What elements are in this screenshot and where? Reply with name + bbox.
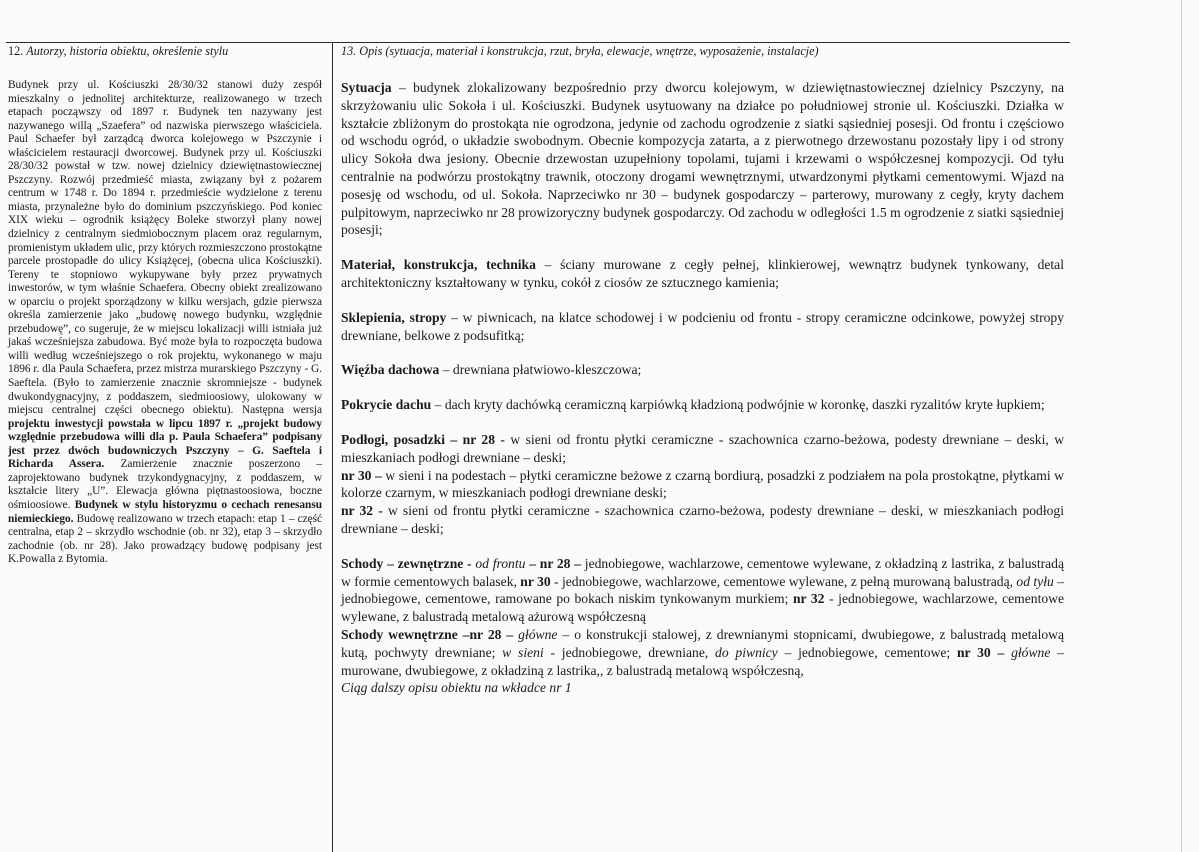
stairs-inner-text-4: – murowane, dwubiegowe, z okładziną z lastrika,, z balustradą metalową współczesną, bbox=[341, 644, 1064, 678]
section-12-number: 12. bbox=[8, 44, 24, 58]
stairs-outer-text-3: – jednobiegowe, cementowe, ramowane po bokach niskim tynkowanym murkiem; bbox=[341, 573, 1064, 607]
history-text: Budynek przy ul. Kościuszki 28/30/32 stanowi duży zespół mieszkalny o jednolitej architekturze, realizowanego w trzech etapach począwszy od 1897 r. Budynek ten nazywany jest nazywanego willą „Szaefera” od nazwiska pierwszego właściciela. Paul Schaefer był zarządcą dworca kolejowego w Pszczynie i właścicielem restauracji dworcowej. Budynek przy ul. Kościuszki 28/30/32 powstał w tzw. nowej dzielnicy dziewiętnastowiecznej Pszczyny. Rozwój przedmieść miasta, związany był z pożarem centrum w 1748 r. Do 1894 r. przedmieście wydzielone z terenu miasta, przynależne było do dominium pszczyńskiego. Pod koniec XIX wieku – ogrodnik książęcy Boleke stworzył plany nowej dzielnicy z centralnym siedmiobocznym placem oraz regularnym, promienistym układem ulic, przy których rozmieszczono prostokątne parcele prostopadłe do ulicy Książęcej, (obecna ulica Kościuszki). Tereny te stopniowo wykupywane były przez prywatnych inwestorów, w tym właśnie Schaefera. Obecny obiekt zrealizowano w oparciu o projekt sporządzony w kilku wersjach, gdzie pierwsza określa zamierzenie jako „budowę nowego budynku, względnie przebudowę”, co sugeruje, że w miejscu lokalizacji willi istniała już jakaś wcześniejsza zabudowa. Być może była to rozpoczęta budowa willi według wcześniejszego o rok projektu, wykonanego w maju 1896 r. dla Paula Schaefera, przez mistrza murarskiego Pszczyny - G. Saeftela. (Było to zamierzenie znacznie skromniejsze - budynek dwukondygnacyjny, z poddaszem, siedmioosiowy, ulokowany w miejscu centralnej części obecnego obiektu). Następna wersja bbox=[8, 79, 322, 417]
section-13-number: 13. bbox=[341, 44, 357, 58]
page-edge bbox=[1181, 0, 1182, 852]
roof-truss-label: Więźba dachowa bbox=[341, 362, 440, 378]
stairs-outer-text-1: jednobiegowe, wachlarzowe, cementowe wylewane, z okładziną z lastrika, z balustradą w formie cementowych balasek, bbox=[341, 555, 1064, 589]
floors-text-32: w sieni od frontu płytki ceramiczne - szachownica czarno-beżowa, podesty drewniane – deski, w mieszkaniach podłogi drewniane – deski; bbox=[341, 503, 1065, 536]
stairs-outer-text-4: - jednobiegowe, wachlarzowe, cementowe wylewane, z balustradą metalową ażurową współczesną bbox=[341, 591, 1064, 625]
header-rule bbox=[6, 42, 1070, 43]
stairs-front-label: od frontu bbox=[475, 555, 526, 571]
column-divider bbox=[332, 42, 333, 852]
stairs-inner-label: Schody wewnętrzne –nr 28 – bbox=[341, 626, 514, 642]
roofing-section bbox=[341, 396, 1064, 414]
history-column bbox=[8, 79, 322, 567]
roof-truss-section bbox=[341, 361, 1064, 379]
vaults-section bbox=[341, 309, 1064, 345]
material-section bbox=[341, 256, 1064, 292]
vaults-text: – w piwnicach, na klatce schodowej i w podcieniu od frontu - stropy ceramiczne odcinkowe, powyżej stropy drewniane, belkowe z podsufitką; bbox=[341, 309, 1064, 343]
floors-label: Podłogi, posadzki – nr 28 - bbox=[341, 431, 505, 447]
situation-section bbox=[341, 79, 1064, 239]
stairs-main-label: główne bbox=[518, 626, 558, 642]
stairs-inner-text-2: jednobiegowe, drewniane, bbox=[555, 644, 716, 660]
stairs-outer-text-2: - jednobiegowe, wachlarzowe, cementowe wylewane, z pełną murowaną balustradą, bbox=[550, 573, 1017, 589]
section-13-heading bbox=[341, 44, 819, 58]
stairs-nr30-label: nr 30 bbox=[520, 573, 551, 589]
roofing-text: – dach kryty dachówką ceramiczną karpiówką kładzioną podwójnie w koronkę, daszki ryzalitów kryte łupkiem; bbox=[431, 397, 1045, 413]
section-13-title: Opis (sytuacja, materiał i konstrukcja, rzut, bryła, elewacje, wnętrze, wyposażenie, instalacje) bbox=[359, 44, 819, 58]
stairs-main2-label: główne bbox=[1011, 644, 1051, 660]
section-12-title: Autorzy, historia obiektu, określenie stylu bbox=[26, 44, 229, 58]
stairs-inner-text-3: jednobiegowe, cementowe; bbox=[791, 644, 957, 660]
stairs-inner-section bbox=[341, 626, 1064, 679]
floors-30-label: nr 30 – bbox=[341, 467, 382, 483]
history-paragraph bbox=[8, 79, 322, 567]
floors-text-30: w sieni i na podestach – płytki ceramiczne beżowe z czarną bordiurą, posadzki z podziałem na pola prostokątne, płytkami w kolorze czarnym, w mieszkaniach podłogi drewniane deski; bbox=[341, 467, 1064, 501]
history-bold-style: Budynek w stylu historyzmu o cechach renesansu niemieckiego. bbox=[8, 498, 322, 525]
stairs-outer-section bbox=[341, 555, 1064, 626]
history-text-cont: Zamierzenie znacznie poszerzono – zaprojektowano budynek trzykondygnacyjny, z poddaszem, w kształcie litery „U”. Elewacja główna piętnastoosiowa, boczne ośmioosiowe. bbox=[8, 458, 322, 511]
situation-label: Sytuacja bbox=[341, 80, 392, 95]
stairs-back-label: od tyłu bbox=[1016, 573, 1054, 589]
floors-32-label: nr 32 - bbox=[341, 503, 383, 519]
floors-text-28: w sieni od frontu płytki ceramiczne - szachownica czarno-beżowa, podesty drewniane – deski, w mieszkaniach podłogi drewniane – deski; bbox=[341, 431, 1065, 465]
situation-text: – budynek zlokalizowany bezpośrednio przy dworcu kolejowym, w dziewiętnastowiecznej dzielnicy Pszczyny, na skrzyżowaniu ulic Sokoła i ul. Kościuszki. Budynek usytuowany na działce po południowej stronie ul. Kościuszki. Działka w kształcie zbliżonym do prostokąta nie ogrodzona, jedynie od zachodu ogrodzenie z siatki sąsiedniej posesji. Od frontu i częściowo od wschodu ogród, o układzie swobodnym. Obecnie kompozycja zatarta, a z pierwotnego drzewostanu pozostały lipy i od strony ulicy Sokoła dwa jesiony. Obecnie drzewostan uzupełniony topolami, tujami i krzewami o współczesnej kompozycji. Od tyłu centralnie na podwórzu prostokątny trawnik, otoczony drogami wewnętrznymi, utwardzonymi płytkami cementowymi. Wjazd na posesję od wschodu, od ul. Sokoła. Naprzeciwko nr 30 – budynek gospodarczy – parterowy, murowany z cegły, kryty dachem pulpitowym, naprzeciwko nr 28 prowizoryczny budynek gospodarczy. Od zachodu w odległości 1.5 m ogrodzenie z siatki sąsiedniej posesji; bbox=[341, 80, 1064, 238]
stairs-inner-text-1: – o konstrukcji stalowej, z drewnianymi stopnicami, dwubiegowe, z balustradą metalową kutą, pochwyty drewniane; bbox=[341, 626, 1065, 660]
stairs-nr28-label: – nr 28 – bbox=[529, 555, 582, 571]
floors-section bbox=[341, 431, 1064, 467]
section-12-heading bbox=[8, 44, 228, 58]
floors-32 bbox=[341, 502, 1064, 538]
continued-text: Ciąg dalszy opisu obiektu na wkładce nr 1 bbox=[341, 680, 572, 696]
continued-note bbox=[341, 679, 1064, 697]
vaults-label: Sklepienia, stropy bbox=[341, 309, 447, 325]
stairs-hall-label: w sieni - bbox=[502, 644, 556, 660]
roof-truss-text: – drewniana płatwiowo-kleszczowa; bbox=[439, 362, 642, 378]
history-bold-project: projektu inwestycji powstała w lipcu 1897 r. „projekt budowy względnie przebudowa willi dla p. Paula Schaefera” podpisany jest przez dwóch budowniczych Pszczyny – G. Saeftela i Richarda Assera. bbox=[8, 417, 322, 471]
stairs-outer-label: Schody – zewnętrzne - bbox=[341, 555, 472, 571]
stairs-cellar-label: do piwnicy – bbox=[715, 644, 792, 660]
material-label: Materiał, konstrukcja, technika bbox=[341, 257, 536, 273]
floors-30 bbox=[341, 467, 1064, 503]
roofing-label: Pokrycie dachu bbox=[341, 397, 432, 413]
stairs-inner-nr30-label: nr 30 – bbox=[956, 644, 1005, 660]
stairs-nr32-label: nr 32 bbox=[792, 591, 825, 607]
description-column bbox=[341, 79, 1064, 697]
history-text-end: Budowę realizowano w trzech etapach: etap 1 – część centralna, etap 2 – skrzydło wschodnie (ob. nr 32), etap 3 – skrzydło zachodnie (ob. nr 28). Jako prowadzący budowę podpisany jest K.Powalla z Bytomia. bbox=[8, 512, 322, 566]
material-text: – ściany murowane z cegły pełnej, klinkierowej, wewnątrz budynek tynkowany, detal architektoniczny kształtowany w tynku, cokół z ciosów ze sztucznego kamienia; bbox=[341, 257, 1064, 290]
